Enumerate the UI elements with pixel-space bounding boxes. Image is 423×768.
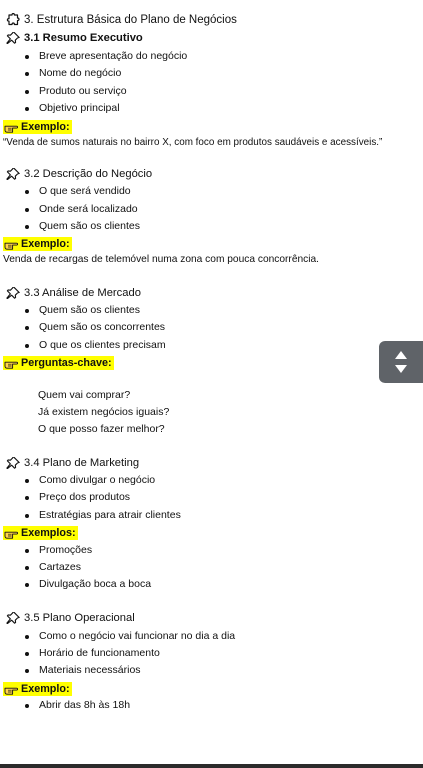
list-item: Quem são os clientes [25, 304, 140, 316]
list-item: Objetivo principal [25, 102, 120, 114]
example-paragraph: Venda de recargas de telemóvel numa zona com pouca concorrência. [3, 254, 320, 265]
pin-icon [6, 168, 20, 180]
list-item: Como divulgar o negócio [25, 474, 155, 486]
list-item: Abrir das 8h às 18h [25, 699, 130, 711]
pointing-hand-icon [4, 528, 18, 539]
highlight-label: Perguntas-chave: [3, 356, 114, 370]
pointing-hand-icon [4, 358, 18, 369]
list-item: Quem são os clientes [25, 220, 140, 232]
highlight-label: Exemplo: [3, 682, 72, 696]
puzzle-icon [6, 13, 20, 27]
scroll-handle[interactable] [379, 341, 423, 383]
scroll-updown-icon [393, 349, 409, 375]
pin-icon [6, 32, 20, 44]
highlight-label: Exemplos: [3, 526, 78, 540]
example-paragraph: “Venda de sumos naturais no bairro X, com foco em produtos saudáveis e acessíveis.” [3, 137, 383, 148]
list-item: Cartazes [25, 561, 81, 573]
pointing-hand-icon [4, 122, 18, 133]
section-heading-operacional: 3.5 Plano Operacional [6, 612, 135, 624]
question-line: O que posso fazer melhor? [38, 423, 165, 435]
section-heading-resumo: 3.1 Resumo Executivo [6, 32, 143, 44]
list-item: O que será vendido [25, 185, 131, 197]
list-item: Onde será localizado [25, 203, 138, 215]
list-item: Preço dos produtos [25, 491, 130, 503]
pointing-hand-icon [4, 239, 18, 250]
list-item: Como o negócio vai funcionar no dia a dia [25, 630, 235, 642]
question-line: Quem vai comprar? [38, 389, 131, 401]
list-item: Estratégias para atrair clientes [25, 509, 181, 521]
list-item: Quem são os concorrentes [25, 321, 165, 333]
list-item: O que os clientes precisam [25, 339, 166, 351]
list-item: Produto ou serviço [25, 85, 127, 97]
list-item: Nome do negócio [25, 67, 121, 79]
highlight-label: Exemplo: [3, 237, 72, 251]
pin-icon [6, 457, 20, 469]
section-heading-marketing: 3.4 Plano de Marketing [6, 457, 139, 469]
section-heading-descricao: 3.2 Descrição do Negócio [6, 168, 152, 180]
list-item: Promoções [25, 544, 92, 556]
title-text: 3. Estrutura Básica do Plano de Negócios [24, 14, 237, 26]
pointing-hand-icon [4, 684, 18, 695]
list-item: Horário de funcionamento [25, 647, 160, 659]
pin-icon [6, 612, 20, 624]
document-title [6, 13, 237, 27]
list-item: Materiais necessários [25, 664, 141, 676]
section-heading-mercado: 3.3 Análise de Mercado [6, 287, 141, 299]
pin-icon [6, 287, 20, 299]
bottom-bar [0, 764, 423, 768]
question-line: Já existem negócios iguais? [38, 406, 170, 418]
list-item: Breve apresentação do negócio [25, 50, 187, 62]
highlight-label: Exemplo: [3, 120, 72, 134]
list-item: Divulgação boca a boca [25, 578, 151, 590]
